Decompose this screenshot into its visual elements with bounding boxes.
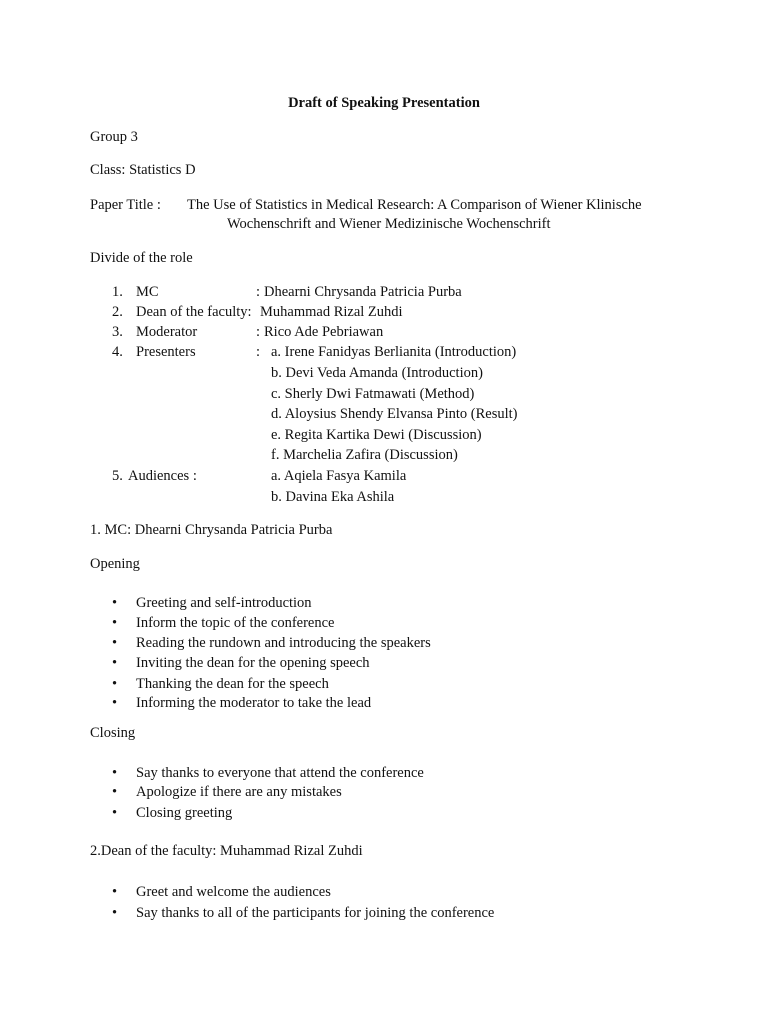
presenter-item: c. Sherly Dwi Fatmawati (Method) [271,386,475,402]
list-item: Inviting the dean for the opening speech [136,655,370,671]
list-item: Greeting and self-introduction [136,595,312,611]
bullet-icon: • [112,695,118,711]
divide-heading: Divide of the role [90,250,193,266]
presenter-item: e. Regita Kartika Dewi (Discussion) [271,427,482,443]
role-number: 5. [112,468,123,484]
role-separator: : [256,324,261,340]
list-item: Apologize if there are any mistakes [136,784,342,800]
bullet-icon: • [112,595,118,611]
list-item: Say thanks to all of the participants for joining the conference [136,905,495,921]
bullet-icon: • [112,635,118,651]
role-number: 2. [112,304,123,320]
role-number: 3. [112,324,123,340]
role-name-moderator: Rico Ade Pebriawan [264,324,384,340]
bullet-icon: • [112,884,118,900]
bullet-icon: • [112,655,118,671]
list-item: Say thanks to everyone that attend the conference [136,765,424,781]
bullet-icon: • [112,676,118,692]
dean-section-heading: 2.Dean of the faculty: Muhammad Rizal Zuhdi [90,843,363,859]
presenter-item: d. Aloysius Shendy Elvansa Pinto (Result) [271,406,518,422]
role-label-mc: MC [136,284,159,300]
role-label-dean: Dean of the faculty: [136,304,252,320]
list-item: Inform the topic of the conference [136,615,335,631]
opening-heading: Opening [90,556,140,572]
presenter-item: f. Marchelia Zafira (Discussion) [271,447,458,463]
role-label-presenters: Presenters [136,344,196,360]
list-item: Greet and welcome the audiences [136,884,331,900]
role-separator: : [256,344,261,360]
role-label-audiences: Audiences : [128,468,197,484]
audience-item: a. Aqiela Fasya Kamila [271,468,407,484]
role-name-dean: Muhammad Rizal Zuhdi [260,304,403,320]
bullet-icon: • [112,615,118,631]
mc-section-heading: 1. MC: Dhearni Chrysanda Patricia Purba [90,522,333,538]
bullet-icon: • [112,905,118,921]
closing-heading: Closing [90,725,136,741]
list-item: Thanking the dean for the speech [136,676,329,692]
bullet-icon: • [112,805,118,821]
paper-title-label: Paper Title : [90,197,161,213]
audience-item: b. Davina Eka Ashila [271,489,395,505]
group-line: Group 3 [90,129,138,145]
document-title: Draft of Speaking Presentation [288,95,480,111]
bullet-icon: • [112,765,118,781]
role-number: 1. [112,284,123,300]
role-separator: : [256,284,261,300]
role-label-moderator: Moderator [136,324,198,340]
paper-title-line-1: The Use of Statistics in Medical Research: A Comparison of Wiener Klinische [187,197,642,213]
role-number: 4. [112,344,123,360]
class-line: Class: Statistics D [90,162,196,178]
bullet-icon: • [112,784,118,800]
paper-title-line-2: Wochenschrift and Wiener Medizinische Wochenschrift [227,216,551,232]
presenter-item: b. Devi Veda Amanda (Introduction) [271,365,483,381]
role-name-mc: Dhearni Chrysanda Patricia Purba [264,284,462,300]
list-item: Closing greeting [136,805,233,821]
list-item: Reading the rundown and introducing the speakers [136,635,431,651]
presenter-item: a. Irene Fanidyas Berlianita (Introduction) [271,344,517,360]
list-item: Informing the moderator to take the lead [136,695,372,711]
